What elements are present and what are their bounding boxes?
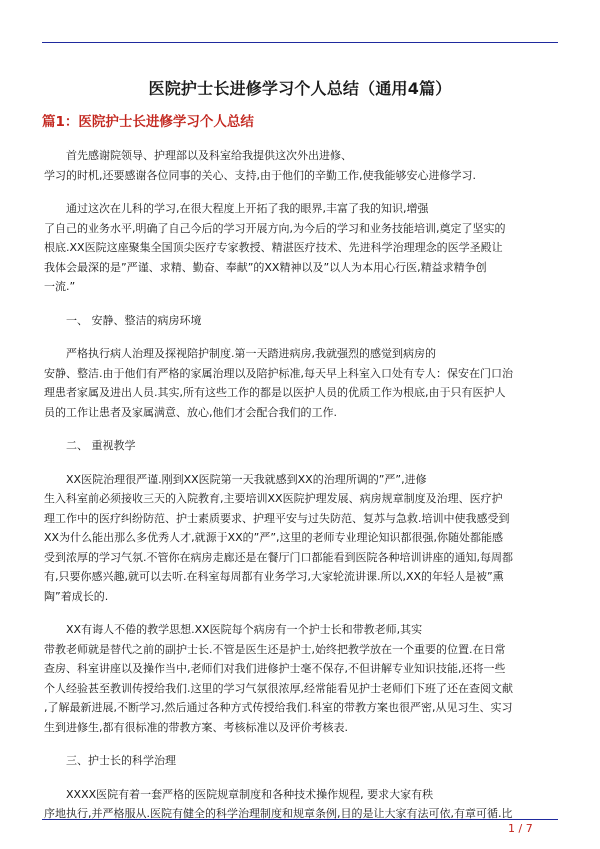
text-line: 通过这次在儿科的学习,在很大程度上开拓了我的眼界,丰富了我的知识,增强 xyxy=(66,202,429,215)
text-line: 安静、整洁.由于他们有严格的家属治理以及陪护标准,每天早上科室入口处有专人：保安在门口治 xyxy=(44,366,513,380)
text-line: 陶”着成长的. xyxy=(44,589,109,603)
text-line: ,了解最新进展,不断学习,然后通过各种方式传授给我们.科室的带教方案也很严密,从见习生、实习 xyxy=(44,701,513,714)
text-line: XX有诲人不倦的教学思想.XX医院每个病房有一个护士长和带教老师,其实 xyxy=(66,623,423,636)
document-title: 医院护士长进修学习个人总结（通用4篇） xyxy=(148,79,452,98)
text-line: XX医院治理很严谨.刚到XX医院第一天我就感到XX的治理所调的”严”,进修 xyxy=(66,472,427,486)
text-line: 根底.XX医院这座聚集全国顶尖医疗专家教授、精湛医疗技术、先进科学治理理念的医学圣殿让 xyxy=(44,241,503,254)
paragraph-2 xyxy=(44,199,556,297)
page-number: 1 / 7 xyxy=(508,822,533,835)
text-line: 生入科室前必须接收三天的入院教育,主要培训XX医院护理发展、病房规章制度及治理、医疗护 xyxy=(44,492,503,505)
header-rule xyxy=(42,42,558,43)
text-line: 一流.” xyxy=(44,280,76,293)
paragraph-4 xyxy=(44,470,556,607)
paragraph-3 xyxy=(44,344,556,422)
paragraph-1 xyxy=(44,146,556,185)
text-line: 员的工作让患者及家属满意、放心,他们才会配合我们的工作. xyxy=(44,405,337,419)
text-line: 我体会最深的是”严谨、求精、勤奋、奉献”的XX精神以及”以人为本用心行医,精益求精争创 xyxy=(44,260,487,274)
text-line: 受到浓厚的学习气氛.不管你在病房走廊还是在餐厅门口都能看到医院各种培训讲座的通知,每周都 xyxy=(44,550,513,564)
text-line: 严格执行病人治理及探视陪护制度.第一天踏进病房,我就强烈的感觉到病房的 xyxy=(66,347,436,360)
section-title: 篇1：医院护士长进修学习个人总结 xyxy=(42,114,254,130)
heading-management: 三、护士长的科学治理 xyxy=(66,754,176,767)
text-line: 带教老师就是替代之前的副护士长.不管是医生还是护士,始终把教学放在一个重要的位置.在日常 xyxy=(44,642,506,656)
heading-environment: 一、 安静、整洁的病房环境 xyxy=(66,313,202,327)
text-line: XXXX医院有着一套严格的医院规章制度和各种技术操作规程, 要求大家有秩 xyxy=(66,787,434,801)
text-line: 理患者家属及进出人员.其实,所有这些工作的都是以医护人员的优质工作为根底,由于只有医护人 xyxy=(44,386,506,399)
text-line: 学习的时机,还要感谢各位同事的关心、支持,由于他们的辛勤工作,使我能够安心进修学习. xyxy=(44,168,476,182)
text-line: 序地执行,并严格服从.医院有健全的科学治理制度和规章条例,目的是让大家有法可依,有章可循.比 xyxy=(44,807,513,820)
text-line: 首先感谢院领导、护理部以及科室给我提供这次外出进修、 xyxy=(66,149,352,162)
paragraph-5 xyxy=(44,620,556,737)
heading-teaching: 二、 重视教学 xyxy=(66,439,136,452)
text-line: XX为什么能出那么多优秀人才,就源于XX的”严”,这里的老师专业理论知识都很强,你随处都能感 xyxy=(44,531,504,544)
text-line: 了自己的业务水平,明确了自己今后的学习开展方向,为今后的学习和业务技能培训,奠定了坚实的 xyxy=(44,221,506,235)
text-line: 个人经验甚至教训传授给我们.这里的学习气氛很浓厚,经常能看见护士老师们下班了还在查阅文献 xyxy=(44,681,513,695)
page-content xyxy=(44,78,556,838)
footer-rule xyxy=(42,819,558,820)
text-line: 理工作中的医疗纠纷防范、护士素质要求、护理平安与过失防范、复苏与急救.培训中使我感受到 xyxy=(44,511,510,525)
paragraph-6 xyxy=(44,785,556,824)
text-line: 生到进修生,都有很标准的带教方案、考核标准以及评价考核表. xyxy=(44,720,348,734)
text-line: 查房、科室讲座以及操作当中,老师们对我们进修护士毫不保存,不但讲解专业知识技能,还将一些 xyxy=(44,662,506,675)
text-line: 有,只要你感兴趣,就可以去听.在科室每周都有业务学习,大家轮流讲课.所以,XX的年轻人是被”熏 xyxy=(44,570,504,583)
